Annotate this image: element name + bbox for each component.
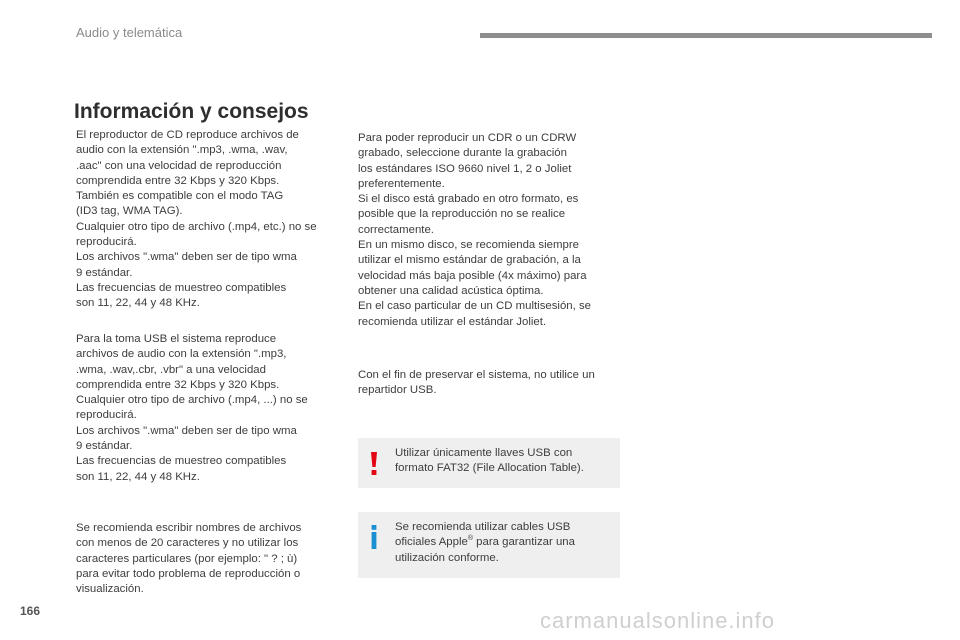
registered-mark: ®	[467, 535, 473, 543]
text-line: Las frecuencias de muestreo compatibles	[76, 455, 287, 468]
warning-text	[395, 446, 611, 477]
text-line: Con el fin de preservar el sistema, no utilice un	[358, 369, 595, 381]
usb-hub-paragraph	[358, 368, 620, 399]
header-bar	[480, 33, 932, 38]
text-line: utilización conforme.	[395, 551, 499, 564]
page-number: 166	[20, 604, 41, 618]
info-icon	[368, 524, 380, 550]
text-line: Se recomienda utilizar cables USB	[395, 521, 571, 533]
text-line: (ID3 tag, WMA TAG).	[76, 205, 183, 218]
info-box	[358, 512, 620, 578]
warning-box	[358, 438, 620, 488]
text-line: Utilizar únicamente llaves USB con	[395, 447, 573, 459]
cd-format-paragraph	[76, 128, 346, 312]
text-line: reproducirá.	[76, 409, 137, 422]
text-line: obtener una calidad acústica óptima.	[358, 284, 544, 297]
page-title: Información y consejos	[74, 100, 309, 123]
section-title: Audio y telemática	[76, 25, 183, 40]
exclamation-icon	[368, 450, 380, 476]
text-line: En el caso particular de un CD multisesión, se	[358, 300, 591, 313]
text-line: con menos de 20 caracteres y no utilizar los	[76, 537, 299, 550]
text-line: Para la toma USB el sistema reproduce	[76, 333, 277, 345]
text-span: para garantizar una	[473, 536, 575, 549]
text-line: caracteres particulares (por ejemplo: " ? ; ù)	[76, 552, 298, 565]
text-line: formato FAT32 (File Allocation Table).	[395, 462, 584, 475]
text-line: 9 estándar.	[76, 266, 133, 279]
info-text	[395, 520, 611, 566]
watermark: carmanualsonline.info	[540, 608, 776, 633]
text-line: Las frecuencias de muestreo compatibles	[76, 281, 287, 294]
text-line: correctamente.	[358, 223, 434, 236]
text-line: repartidor USB.	[358, 384, 437, 397]
text-line: preferentemente.	[358, 177, 445, 190]
usb-format-paragraph	[76, 332, 346, 485]
text-line: Cualquier otro tipo de archivo (.mp4, etc.) no se	[76, 220, 317, 233]
text-line: .wma, .wav,.cbr, .vbr" a una velocidad	[76, 363, 266, 376]
text-line: Para poder reproducir un CDR o un CDRW	[358, 132, 577, 144]
text-span: oficiales Apple	[395, 536, 468, 549]
text-line: audio con la extensión ".mp3, .wma, .wav,	[76, 144, 288, 157]
text-line: posible que la reproducción no se realice	[358, 208, 566, 221]
text-line: para evitar todo problema de reproducción o	[76, 567, 301, 580]
text-line: visualización.	[76, 583, 144, 596]
text-line: 9 estándar.	[76, 440, 133, 453]
text-line: Los archivos ".wma" deben ser de tipo wma	[76, 251, 297, 264]
text-line: El reproductor de CD reproduce archivos de	[76, 129, 299, 141]
file-names-paragraph	[76, 521, 346, 597]
text-line: Si el disco está grabado en otro formato, es	[358, 193, 579, 206]
text-line: En un mismo disco, se recomienda siempre	[358, 239, 579, 252]
text-line: los estándares ISO 9660 nivel 1, 2 o Joliet	[358, 162, 572, 175]
text-line: También es compatible con el modo TAG	[76, 190, 284, 203]
text-line: reproducirá.	[76, 236, 137, 249]
text-line: utilizar el mismo estándar de grabación, a la	[358, 254, 581, 267]
cdrw-paragraph	[358, 131, 620, 330]
text-line: grabado, seleccione durante la grabación	[358, 147, 567, 160]
text-line: Los archivos ".wma" deben ser de tipo wma	[76, 424, 297, 437]
text-line: comprendida entre 32 Kbps y 320 Kbps.	[76, 378, 280, 391]
text-line: comprendida entre 32 Kbps y 320 Kbps.	[76, 174, 280, 187]
text-line	[395, 535, 611, 550]
text-line: recomienda utilizar el estándar Joliet.	[358, 315, 547, 328]
text-line: .aac" con una velocidad de reproducción	[76, 159, 282, 172]
text-line: Se recomienda escribir nombres de archivos	[76, 522, 302, 534]
text-line: archivos de audio con la extensión ".mp3,	[76, 348, 287, 361]
text-line: velocidad más baja posible (4x máximo) para	[358, 269, 587, 282]
text-line: son 11, 22, 44 y 48 KHz.	[76, 297, 200, 310]
text-line: Cualquier otro tipo de archivo (.mp4, ...) no se	[76, 394, 308, 407]
text-line: son 11, 22, 44 y 48 KHz.	[76, 470, 200, 483]
